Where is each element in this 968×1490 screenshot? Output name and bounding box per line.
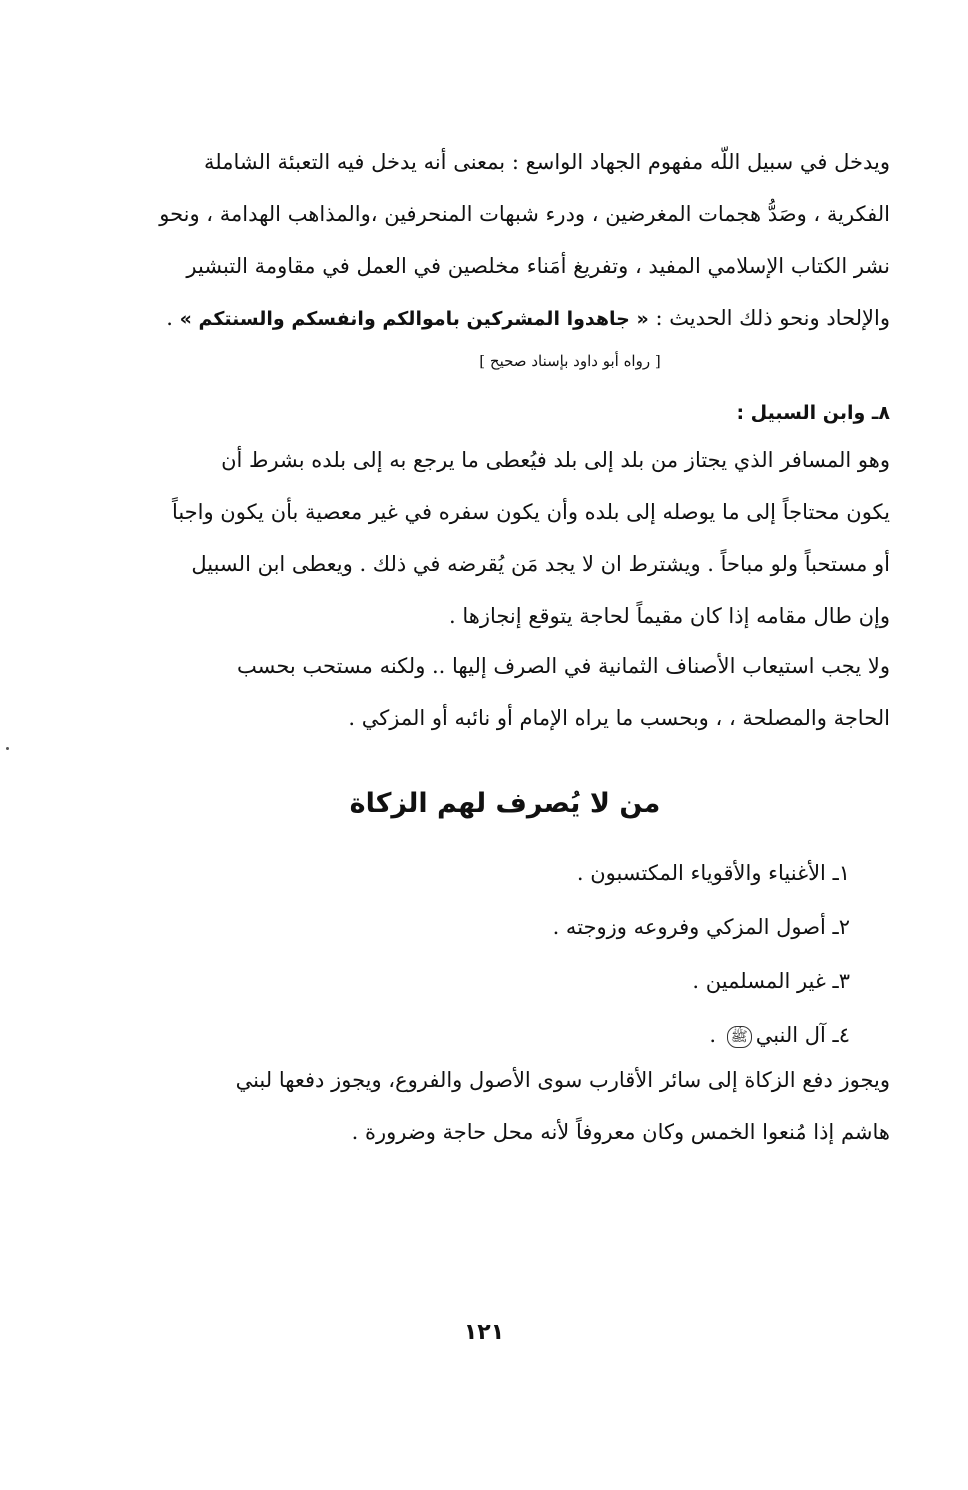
- citation-text: [ رواه أبو داود بإسناد صحيح ]: [479, 352, 661, 370]
- text-line: الحاجة والمصلحة ، ، وبحسب ما يراه الإمام أو نائبه أو المزكي .: [348, 706, 890, 730]
- ibn-sabil-heading: ٨ـ وابن السبيل :: [736, 402, 890, 424]
- list-item: ١ـ الأغنياء والأقوياء المكتسبون .: [576, 861, 850, 885]
- exclusion-list: [120, 846, 890, 1062]
- text-line: يكون محتاجاً إلى ما يوصله إلى بلده وأن يكون سفره في غير معصية بأن يكون واجباً: [171, 500, 890, 524]
- list-item-text: ٤ـ آل النبي: [755, 1023, 850, 1047]
- hadith-intro: والإلحاد ونحو ذلك الحديث :: [648, 306, 890, 330]
- line-end: .: [166, 306, 180, 330]
- text-line: أو مستحباً ولو مباحاً . ويشترط ان لا يجد مَن يُقرضه في ذلك . ويعطى ابن السبيل: [191, 552, 890, 576]
- list-item: ٢ـ أصول المزكي وفروعه وزوجته .: [552, 915, 850, 939]
- text-line: نشر الكتاب الإسلامي المفيد ، وتفريغ أمَناء مخلصين في العمل في مقاومة التبشير: [186, 254, 890, 278]
- text-line: وهو المسافر الذي يجتاز من بلد إلى بلد فيُعطى ما يرجع به إلى بلده بشرط أن: [221, 448, 890, 472]
- distribution-paragraph: [120, 640, 890, 744]
- page-number: ١٢١: [463, 1320, 505, 1345]
- list-item: ٣ـ غير المسلمين .: [692, 969, 850, 993]
- intro-paragraph: [120, 136, 890, 345]
- text-line: وإن طال مقامه إذا كان مقيماً لحاجة يتوقع إنجازها .: [449, 604, 890, 628]
- margin-mark: [6, 747, 9, 750]
- text-line: ويجوز دفع الزكاة إلى سائر الأقارب سوى الأصول والفروع، ويجوز دفعها لبني: [235, 1068, 890, 1092]
- hadith-citation: [120, 352, 890, 370]
- text-line: ولا يجب استيعاب الأصناف الثمانية في الصرف إليها .. ولكنه مستحب بحسب: [237, 654, 890, 678]
- pbuh-honorific: ﷺ: [727, 1026, 752, 1048]
- closing-paragraph: [120, 1054, 890, 1158]
- line-end: .: [709, 1023, 723, 1047]
- text-line: هاشم إذا مُنعوا الخمس وكان معروفاً لأنه محل حاجة وضرورة .: [351, 1120, 890, 1144]
- text-line: الفكرية ، وصَدُّ هجمات المغرضين ، ودرء شبهات المنحرفين ،والمذاهب الهدامة ، ونحو: [159, 202, 890, 226]
- ibn-sabil-paragraph: [120, 434, 890, 642]
- text-line: ويدخل في سبيل اللّه مفهوم الجهاد الواسع : بمعنى أنه يدخل فيه التعبئة الشاملة: [204, 150, 890, 174]
- section-title: من لا يُصرف لهم الزكاة: [349, 788, 661, 819]
- hadith-quote: « جاهدوا المشركين باموالكم وانفسكم والسنتكم »: [179, 308, 649, 330]
- text-line: [120, 292, 890, 345]
